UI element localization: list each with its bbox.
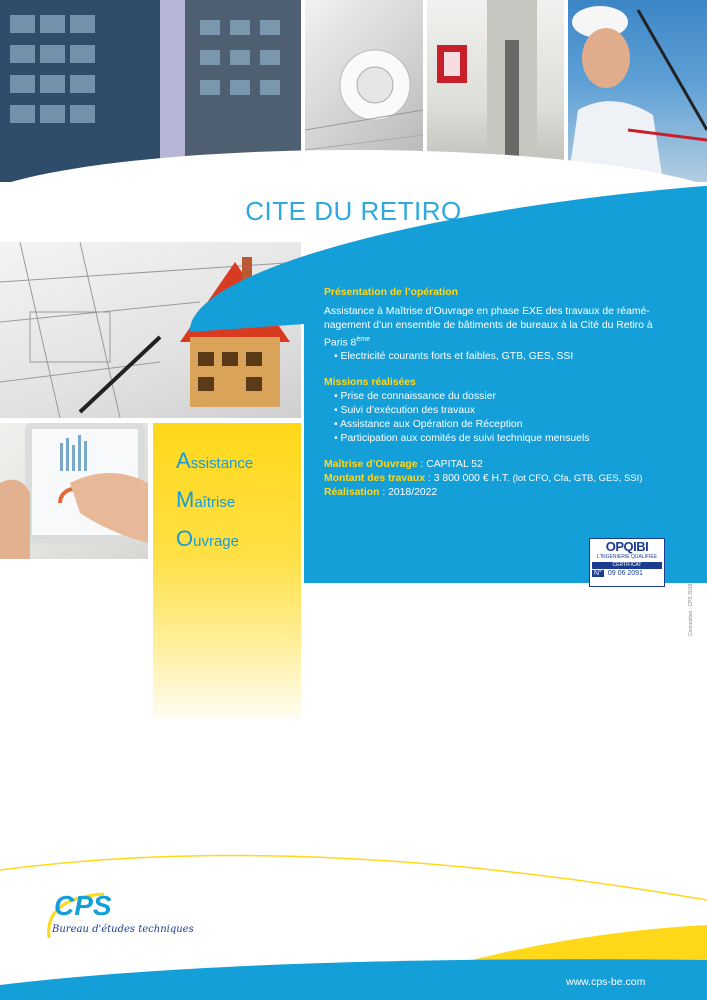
presentation-heading: Présentation de l’opération bbox=[324, 287, 458, 298]
photo-house-model-on-blueprint bbox=[0, 242, 301, 418]
missions-section bbox=[324, 376, 679, 446]
opqibi-number: 09 06 2091 bbox=[607, 570, 643, 577]
photo-engineer-on-phone bbox=[568, 0, 707, 182]
opqibi-certification-badge bbox=[589, 538, 665, 587]
engineer-illustration bbox=[568, 0, 707, 182]
amo-initial-o: O bbox=[176, 526, 194, 551]
maitrise-label: Maîtrise d’Ouvrage bbox=[324, 459, 418, 471]
amo-line-maitrise bbox=[176, 487, 235, 513]
opqibi-no-label: N° bbox=[594, 570, 602, 577]
presentation-section bbox=[324, 286, 679, 364]
list-item: • Suivi d’exécution des travaux bbox=[334, 404, 679, 418]
presentation-text bbox=[324, 305, 679, 350]
amo-rest-m: aîtrise bbox=[194, 494, 236, 511]
amo-initial-a: A bbox=[176, 448, 191, 473]
tablet-illustration bbox=[0, 423, 148, 559]
montant-line bbox=[324, 472, 679, 486]
maitrise-line bbox=[324, 458, 679, 472]
list-item: • Electricité courants forts et faibles, GTB, GES, SSI bbox=[334, 350, 679, 364]
opqibi-number-row bbox=[592, 570, 662, 577]
montant-value: : 3 800 000 € H.T. bbox=[425, 473, 510, 485]
list-item: • Prise de connaissance du dossier bbox=[334, 390, 679, 404]
page-title: CITE DU RETIRO bbox=[245, 196, 462, 226]
opqibi-logo: OPQIBI bbox=[605, 539, 649, 554]
amo-initial-m: M bbox=[176, 487, 195, 512]
operation-details bbox=[324, 286, 679, 500]
design-credit: Conception : CPS 2019 bbox=[688, 583, 694, 636]
amo-rest-o: uvrage bbox=[193, 533, 239, 550]
opqibi-tagline: L'INGÉNIERIE QUALIFIÉE bbox=[596, 554, 658, 560]
realisation-label: Réalisation bbox=[324, 487, 380, 499]
cps-logo-tagline: Bureau d'études techniques bbox=[52, 924, 194, 935]
montant-label: Montant des travaux bbox=[324, 473, 426, 485]
cps-logo-name: CPS bbox=[54, 890, 112, 921]
house-illustration bbox=[0, 242, 301, 418]
list-item: • Assistance aux Opération de Réception bbox=[334, 418, 679, 432]
photo-hand-on-tablet bbox=[0, 423, 148, 559]
amo-line-assistance bbox=[176, 448, 253, 474]
amo-line-ouvrage bbox=[176, 526, 239, 552]
list-item: • Participation aux comités de suivi technique mensuels bbox=[334, 432, 679, 446]
realisation-value: : 2018/2022 bbox=[379, 487, 438, 499]
presentation-sup: ème bbox=[356, 336, 370, 343]
missions-heading: Missions réalisées bbox=[324, 377, 416, 389]
amo-rest-a: ssistance bbox=[190, 455, 254, 472]
missions-bullets bbox=[324, 390, 679, 446]
maitrise-value: : CAPITAL 52 bbox=[417, 459, 483, 471]
website-link[interactable]: www.cps-be.com bbox=[566, 976, 646, 988]
presentation-body: Assistance à Maîtrise d’Ouvrage en phase EXE des travaux de réaménagement d’un ensemble de bâtiments de bureaux à la Cité du Retiro à Paris 8 bbox=[324, 306, 653, 349]
opqibi-certificat: CERTIFICAT bbox=[592, 562, 662, 569]
presentation-bullets bbox=[324, 350, 679, 364]
realisation-line bbox=[324, 486, 679, 500]
montant-detail: (lot CFO, Cfa, GTB, GES, SSI) bbox=[509, 473, 643, 485]
